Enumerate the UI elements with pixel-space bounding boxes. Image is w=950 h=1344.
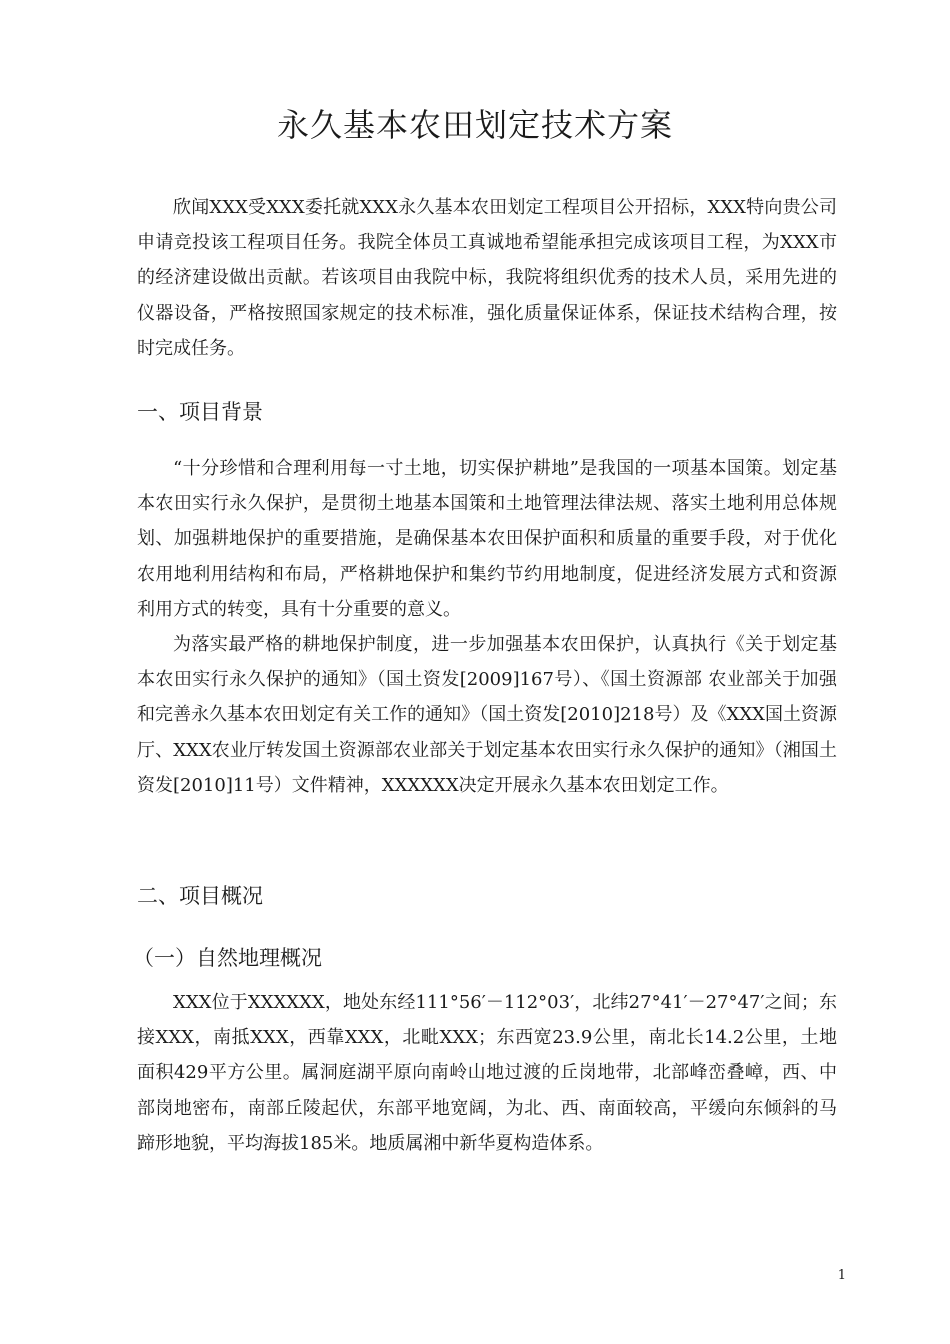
page-number: 1 [837, 1268, 846, 1283]
section-heading-overview: 二、项目概况 [137, 884, 263, 908]
document-title: 永久基本农田划定技术方案 [276, 106, 673, 144]
background-paragraph-2: 为落实最严格的耕地保护制度，进一步加强基本农田保护，认真执行《关于划定基本农田实行永久保护的通知》（国土资发[2009]167号）、《国土资源部 农业部关于加强和完善永久基本农田划定有关工作的通知》（国土资发[2010]218号）及《XXX国土资源厅、XXX农业厅转发国土资源部农业部关于划定基本农田实行永久保护的通知》（湘国土资发[2010]11号）文件精神，XXXXXX决定开展永久基本农田划定工作。 [137, 634, 837, 796]
subsection-heading-geography: （一）自然地理概况 [133, 946, 322, 970]
geography-paragraph: XXX位于XXXXXX，地处东经111°56′－112°03′，北纬27°41′－27°47′之间；东接XXX，南抵XXX，西靠XXX，北毗XXX；东西宽23.9公里，南北长14.2公里，土地面积429平方公里。属洞庭湖平原向南岭山地过渡的丘岗地带，北部峰峦叠嶂，西、中部岗地密布，南部丘陵起伏，东部平地宽阔，为北、西、南面较高，平缓向东倾斜的马蹄形地貌，平均海拔185米。地质属湘中新华夏构造体系。 [137, 992, 837, 1154]
section-heading-background: 一、项目背景 [137, 400, 263, 424]
background-paragraph-1: “十分珍惜和合理利用每一寸土地，切实保护耕地”是我国的一项基本国策。划定基本农田实行永久保护，是贯彻土地基本国策和土地管理法律法规、落实土地利用总体规划、加强耕地保护的重要措施，是确保基本农田保护面积和质量的重要手段，对于优化农用地利用结构和布局，严格耕地保护和集约节约用地制度，促进经济发展方式和资源利用方式的转变，具有十分重要的意义。 [137, 458, 837, 620]
intro-paragraph: 欣闻XXX受XXX委托就XXX永久基本农田划定工程项目公开招标，XXX特向贵公司申请竞投该工程项目任务。我院全体员工真诚地希望能承担完成该项目工程，为XXX市的经济建设做出贡献。若该项目由我院中标，我院将组织优秀的技术人员，采用先进的仪器设备，严格按照国家规定的技术标准，强化质量保证体系，保证技术结构合理，按时完成任务。 [137, 197, 837, 359]
